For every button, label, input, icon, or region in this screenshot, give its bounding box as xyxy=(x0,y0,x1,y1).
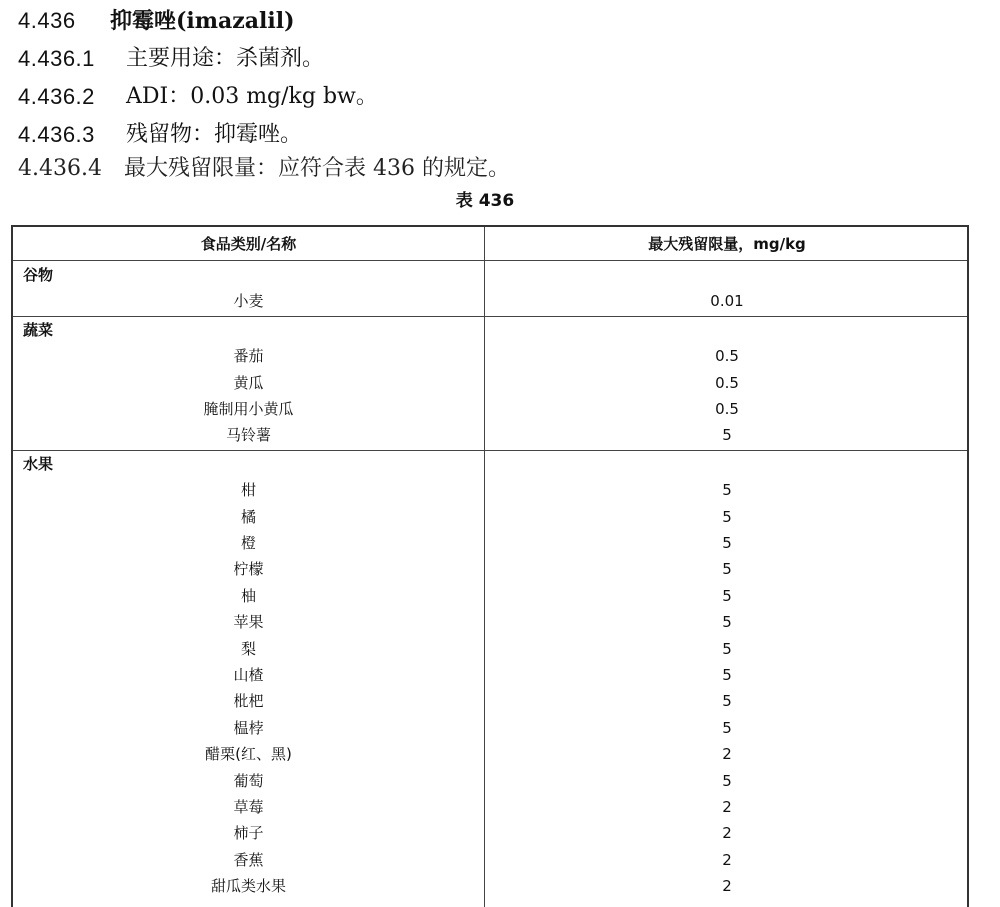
table-caption: 表 436 xyxy=(455,191,515,211)
limit-value-cell: 5 xyxy=(722,481,732,500)
section-adi xyxy=(18,82,378,112)
limit-value-cell: 2 xyxy=(722,850,732,869)
section-number: 4.436.2 xyxy=(18,84,95,109)
header-max-residue-limit: 最大残留限量，mg/kg xyxy=(648,235,806,253)
limit-value-cell: 0.01 xyxy=(710,292,744,311)
section-number: 4.436.3 xyxy=(18,122,95,147)
food-name-cell: 甜瓜类水果 xyxy=(210,877,286,896)
limit-value-cell: 5 xyxy=(722,692,732,711)
section-text: ADI：0.03 mg/kg bw。 xyxy=(126,84,378,109)
food-name-cell: 醋栗(红、黑) xyxy=(205,745,292,764)
limit-value-cell: 5 xyxy=(722,771,732,790)
limit-value-cell: 2 xyxy=(722,824,732,843)
food-name-cell: 榅桲 xyxy=(233,718,264,737)
section-heading xyxy=(18,6,295,36)
limit-value-cell: 5 xyxy=(722,507,732,526)
group-divider xyxy=(13,316,967,317)
food-name-cell: 橙 xyxy=(240,534,256,552)
category-label: 谷物 xyxy=(23,266,54,284)
limit-value-cell: 5 xyxy=(722,666,732,684)
category-label: 蔬菜 xyxy=(23,320,54,339)
section-text: 残留物：抑霉唑。 xyxy=(126,122,303,147)
section-text: 主要用途：杀菌剂。 xyxy=(126,46,325,71)
limit-value-cell: 5 xyxy=(722,639,732,658)
category-label: 水果 xyxy=(23,454,54,473)
food-name-cell: 柿子 xyxy=(233,824,264,843)
limit-value-cell: 2 xyxy=(722,877,732,896)
residue-limit-table xyxy=(11,225,969,907)
limit-value-cell: 0.5 xyxy=(715,347,739,366)
food-name-cell: 草莓 xyxy=(233,798,264,816)
header-divider xyxy=(13,260,967,261)
food-name-cell: 橘 xyxy=(240,507,256,526)
food-name-cell: 柑 xyxy=(240,481,256,500)
food-name-cell: 柚 xyxy=(240,586,256,605)
limit-value-cell: 5 xyxy=(722,586,732,605)
limit-value-cell: 5 xyxy=(722,426,732,445)
limit-value-cell: 5 xyxy=(722,560,732,579)
section-number: 4.436.1 xyxy=(18,46,95,71)
food-name-cell: 番茄 xyxy=(233,347,264,366)
food-name-cell: 山楂 xyxy=(233,666,264,684)
food-name-cell: 梨 xyxy=(240,639,256,658)
limit-value-cell: 0.5 xyxy=(715,373,739,392)
clipped-line-text: 4.436.4 最大残留限量：应符合表 436 的规定。 xyxy=(18,156,510,181)
food-name-cell: 马铃薯 xyxy=(225,426,271,445)
food-name-cell: 腌制用小黄瓜 xyxy=(203,400,294,418)
group-divider xyxy=(13,450,967,451)
food-name-cell: 柠檬 xyxy=(233,560,264,579)
food-name-cell: 枇杷 xyxy=(233,692,264,711)
header-food-category: 食品类别/名称 xyxy=(200,235,297,253)
clipped-line xyxy=(0,156,620,181)
limit-value-cell: 5 xyxy=(722,613,732,632)
section-residue xyxy=(18,120,303,150)
food-name-cell: 黄瓜 xyxy=(233,373,264,392)
food-name-cell: 葡萄 xyxy=(233,771,264,790)
limit-value-cell: 0.5 xyxy=(715,400,739,418)
section-title: 抑霉唑(imazalil) xyxy=(110,8,295,34)
limit-value-cell: 2 xyxy=(722,745,732,764)
section-number: 4.436 xyxy=(18,8,76,33)
food-name-cell: 香蕉 xyxy=(233,850,264,869)
limit-value-cell: 5 xyxy=(722,534,732,552)
food-name-cell: 小麦 xyxy=(233,292,264,311)
limit-value-cell: 5 xyxy=(722,718,732,737)
limit-value-cell: 2 xyxy=(722,798,732,816)
section-usage xyxy=(18,44,325,74)
food-name-cell: 苹果 xyxy=(233,613,264,632)
